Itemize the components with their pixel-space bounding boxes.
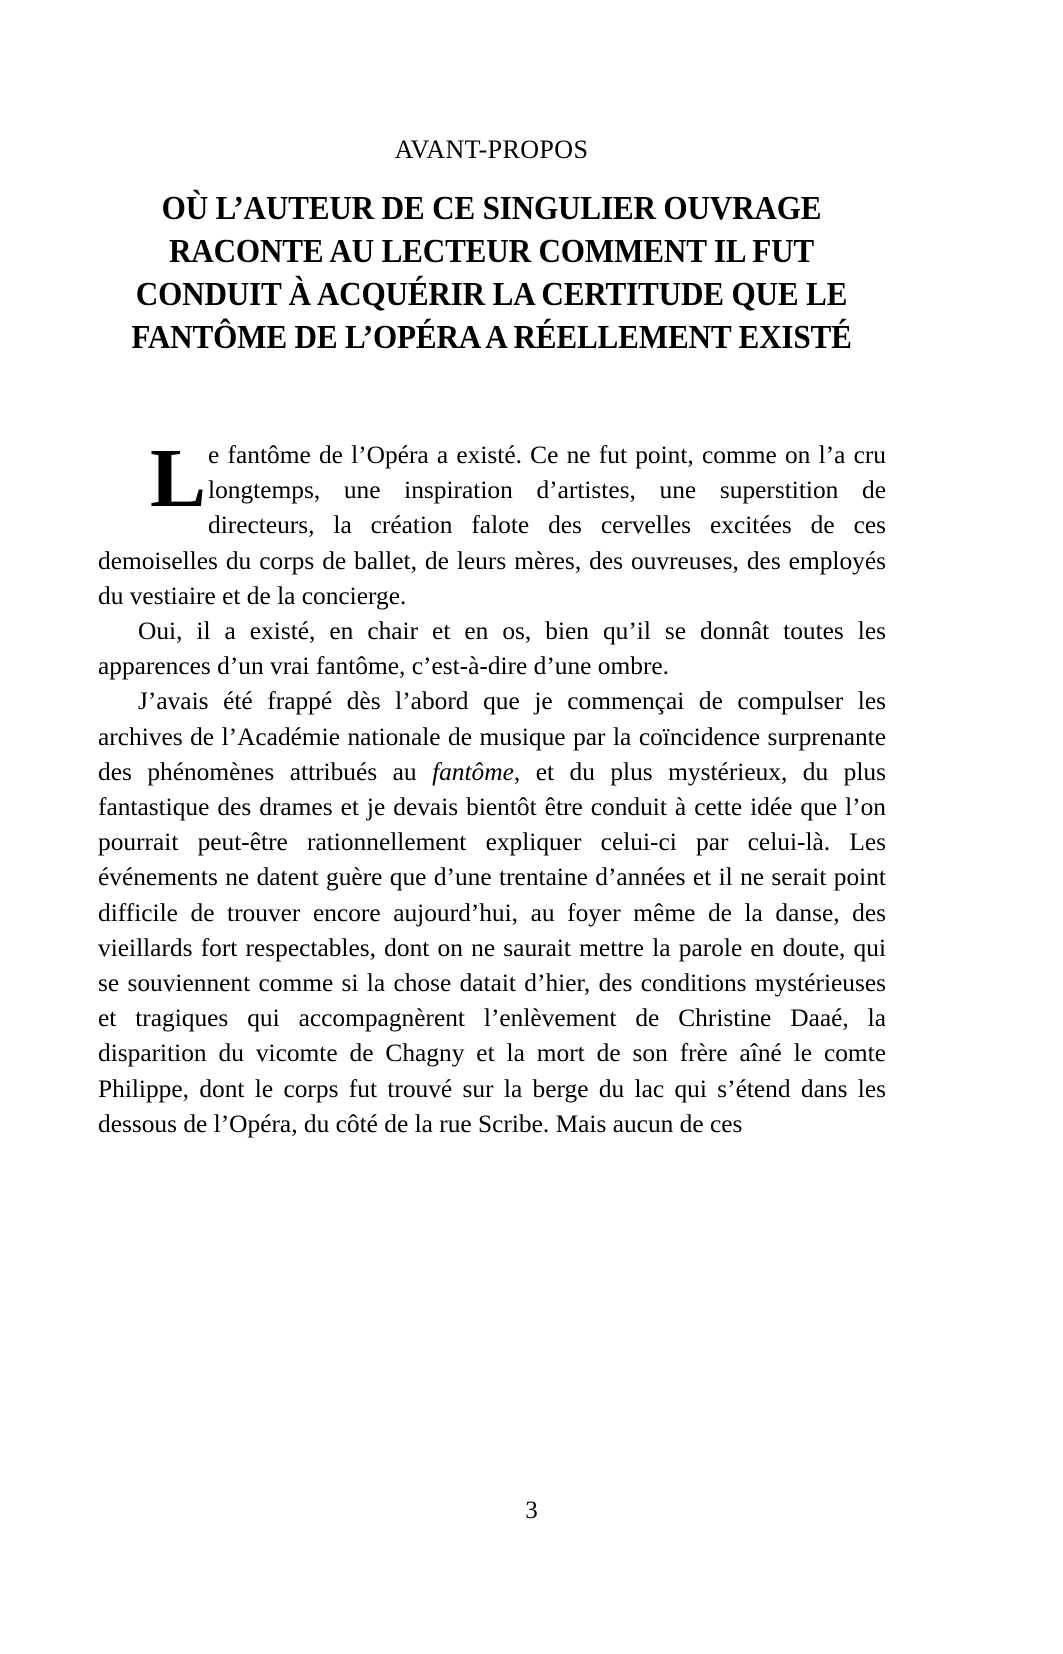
chapter-title-line-4: FANTÔME DE L’OPÉRA A RÉELLEMENT EXISTÉ	[131, 318, 852, 356]
paragraph-3-text-part-2: , et du plus mystérieux, du plus fantastique des drames et je devais bientôt être conduit à cette idée que l’on pourrait peut-être rationnellement expliquer celui-ci par celui-là. Les événements ne datent guère que d’une trentaine d’années et il ne serait point difficile de trouver encore aujourd’hui, au foyer même de la danse, des vieillards fort respectables, dont on ne saurait mettre la parole en doute, qui se souviennent comme si la chose datait d’hier, des conditions mystérieuses et tragiques qui accompagnèrent l’enlèvement de Christine Daaé, la disparition du vicomte de Chagny et la mort de son frère aîné le comte Philippe, dont le corps fut trouvé sur la berge du lac qui s’étend dans les dessous de l’Opéra, du côté de la rue Scribe. Mais aucun de ces	[98, 757, 887, 1138]
page-number	[0, 1496, 1063, 1526]
paragraph-1-text: e fantôme de l’Opéra a existé. Ce ne fut point, comme on l’a cru longtemps, une inspiration d’artistes, une superstition de directeurs, la création falote des cervelles excitées de ces demoiselles du corps de ballet, de leurs mères, des ouvreuses, des employés du vestiaire et de la concierge.	[98, 441, 886, 610]
paragraph-3	[98, 684, 886, 1142]
chapter-kicker: AVANT-PROPOS	[394, 135, 589, 164]
chapter-title-line-3: CONDUIT À ACQUÉRIR LA CERTITUDE QUE LE	[135, 275, 848, 313]
drop-cap: L	[150, 432, 207, 525]
paragraph-2	[98, 614, 886, 684]
chapter-title-line-2: RACONTE AU LECTEUR COMMENT IL FUT	[168, 232, 815, 270]
page-number-value: 3	[525, 1497, 538, 1524]
paragraph-1	[98, 432, 886, 614]
page-title	[126, 187, 858, 359]
chapter-heading	[98, 136, 885, 359]
body-text	[98, 432, 887, 1142]
emphasis-fantome: fantôme	[432, 757, 514, 786]
paragraph-3-text-part-1: J’avais été frappé dès l’abord que je commençai de compulser les archives de l’Académie nationale de musique par la coïncidence surprenante des phénomènes attribués au	[98, 687, 886, 786]
paragraph-2-text: Oui, il a existé, en chair et en os, bien qu’il se donnât toutes les apparences d’un vrai fantôme, c’est-à-dire d’une ombre.	[98, 617, 886, 681]
chapter-title-line-1: OÙ L’AUTEUR DE CE SINGULIER OUVRAGE	[161, 189, 822, 227]
